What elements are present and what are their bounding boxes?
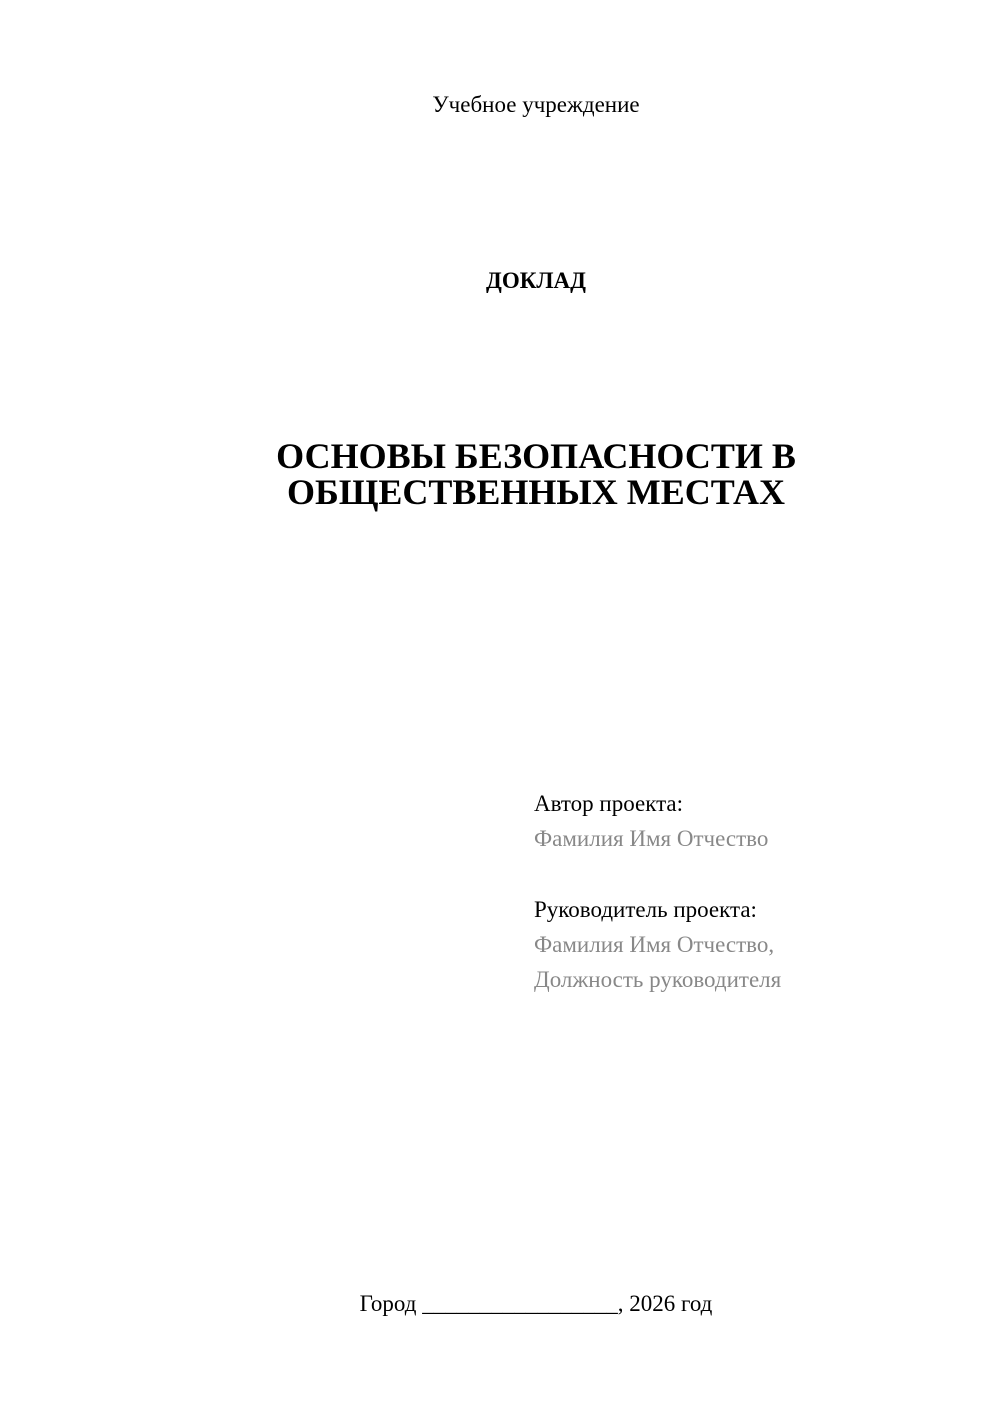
- supervisor-position: Должность руководителя: [534, 967, 782, 992]
- supervisor-block: [534, 892, 974, 997]
- author-block: [534, 786, 974, 856]
- report-title-line-1: ОСНОВЫ БЕЗОПАСНОСТИ В: [276, 436, 796, 476]
- author-name: Фамилия Имя Отчество: [534, 826, 769, 851]
- author-label: Автор проекта:: [534, 791, 683, 816]
- supervisor-name: Фамилия Имя Отчество,: [534, 932, 775, 957]
- report-title-line-2: ОБЩЕСТВЕННЫХ МЕСТАХ: [287, 472, 785, 512]
- document-type: ДОКЛАД: [486, 268, 586, 293]
- city-year-line: Город _________________, 2026 год: [359, 1291, 713, 1316]
- report-title: [0, 438, 1000, 510]
- supervisor-label: Руководитель проекта:: [534, 897, 757, 922]
- institution-name: Учебное учреждение: [432, 92, 640, 117]
